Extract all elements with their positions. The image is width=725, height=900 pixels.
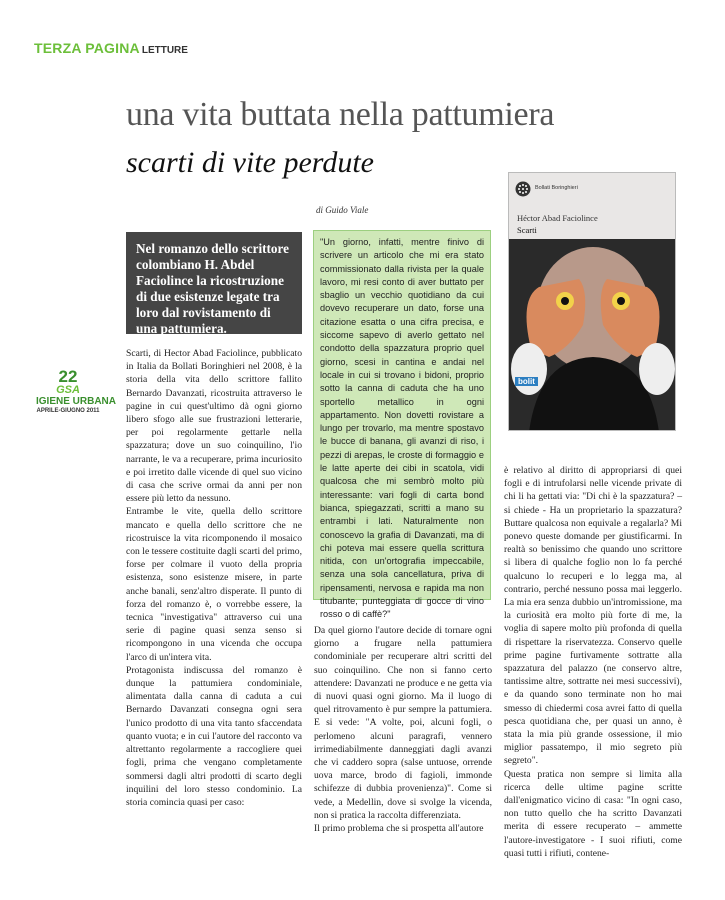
book-title: Scarti <box>517 225 537 235</box>
article-subtitle: scarti di vite perdute <box>126 146 374 179</box>
section-header <box>34 40 188 58</box>
paragraph: Questa pratica non sempre si limita alla ricerca delle ultime pagine scritte dall'enigmatico vicino di casa: "In ogni caso, non tutto quello che ha scritto Davanzati merita di essere recuperato – ammette l'autore-investigatore - I suoi rifiuti, come quasi tutti i rifiuti, contene- <box>504 768 682 859</box>
publisher-logo-icon <box>515 181 531 197</box>
paragraph: Il primo problema che si prospetta all'autore <box>314 823 484 835</box>
book-cover <box>508 172 676 431</box>
column-b <box>314 624 492 835</box>
issue-date: APRILE-GIUGNO 2011 <box>36 408 100 414</box>
lead-box: Nel romanzo dello scrittore colombiano H. Abdel Faciolince la ricostruzione di due esistenze legate tra loro dal rovistamento di una pattumiera. <box>126 232 302 334</box>
paragraph: Scarti, di Hector Abad Faciolince, pubblicato in Italia da Bollati Boringhieri nel 2008, è la storia della vita dello scrittore fallito Bernardo Davanzati, ricostruita attraverso le pagine in cui quest'ultimo dà ogni giorno libero sfogo alle sue frustrazioni letterarie, per poi regolarmente gettarle nella spazzatura; dove un suo coinquilino, l'io narrante, le va a recuperare, prima incuriosito e poi irretito dalle vicende di quel suo vicino di casa che scrive ormai da anni per non essere più letto da nessuno. <box>126 348 302 505</box>
magazine-name: IGIENE URBANA <box>36 396 117 407</box>
cover-photo <box>509 239 676 431</box>
quote-box: "Un giorno, infatti, mentre finivo di scrivere un articolo che mi era stato commissionato dalla rivista per la quale lavoro, mi resi conto di aver buttato per sbaglio un vecchio quotidiano da cui dovevo recuperare un dato, forse una citazione esatta o una cifra precisa, e siccome sapevo di averlo gettato nel condotto della spazzatura proprio quel giorno, scesi in cantina e andai nel locale in cui si trovano i bidoni, proprio sotto la canna di caduta che ha uno sportello metallico in ogni appartamento. Non dovetti rovistare a lungo per trovarlo, ma mentre spostavo le bucce di banana, gli avanzi di riso, i pezzi di arepas, le croste di formaggio e le latte aperte dei cibi in scatola, vidi qualcosa che mi sembrò molto più interessante: vari fogli di carta bond bianca, spiegazzati, scritti a mano su entrambi i lati. Naturalmente non conoscevo la grafia di Davanzati, ma di chi poteva mai essere quella scrittura nitida, con un'ortografia impeccabile, senza una sola cancellatura, priva di ripensamenti, nervosa e rapida ma non titubante, punteggiata di gocce di vino rosso o di caffè?" <box>313 230 491 600</box>
sidebar-masthead <box>36 367 117 415</box>
column-a <box>126 347 302 809</box>
book-publisher: Bollati Boringhieri <box>535 185 578 191</box>
byline: di Guido Viale <box>316 205 369 215</box>
book-author: Héctor Abad Faciolince <box>517 213 598 223</box>
brand-logo: GSA <box>56 384 80 396</box>
page-number: 22 <box>58 367 78 386</box>
paragraph: Entrambe le vite, quella dello scrittore mancato e quella dello scrittore che ne ricostruisce la vita ricomponendo il mosaico con le tessere costituite dagli scarti del primo, forse per colmare il vuoto della propria esistenza, sono esistenze misere, in parte anche banali, senz'altro disperate. Il punto di forza del romanzo è, o vorrebbe essere, la tecnica "investigativa" attraverso cui una serie di pagine quasi senza senso si ricompongono in una vicenda che occupa l'arco di un'intera vita. <box>126 506 302 663</box>
paragraph: è relativo al diritto di appropriarsi di quei fogli e di intrufolarsi nelle vicende private di chi li ha gettati via: "Di chi è la spazzatura? – si chiede - Ha un proprietario la spazzatura? Buttare qualcosa non equivale a regalarla? Mi ponevo queste domande per giustificarmi. In realtà so benissimo che quando uno scrittore si libera di qualche foglio non lo fa perché qualcuno lo recuperi e lo legga ma, al contrario, perché nessuno possa mai leggerlo. La mia era senza dubbio un'intromissione, ma la curiosità era molto più forte di me, la voglia di sapere molto più profonda di quella di rispettare la riservatezza. Conservo quelle prime pagine furtivamente sottratte alla spazzatura del palazzo (ne conservo altre, tantissime altre, sottratte nei mesi successivi), e da quando sono terminate non ho mai smesso di chiedermi cosa avrei fatto di quella pesca quotidiana che, per quasi un anno, è stata la mia più grande ossessione, il mio miglior passatempo, il mio segreto più segreto". <box>504 465 682 767</box>
paragraph: Da quel giorno l'autore decide di tornare ogni giorno a frugare nella pattumiera condominiale per recuperare altri scritti del suo coinquilino. Che non si fanno certo attendere: Davanzati ne produce e ne getta via di nuovi quasi ogni giorno. Ma il luogo di quel ritrovamento è pur sempre la pattumiera. E si vede: "A volte, poi, alcuni fogli, o perlomeno alcuni paragrafi, vennero irrimediabilmente danneggiati dagli avanzi che vi caddero sopra (salse untuose, orrende uova marce, brodo di fagioli, immonde schifezze di dubbia provenienza)". Come si vede, a Medellin, dove si svolge la vicenda, non si pratica la raccolta differenziata. <box>314 625 492 821</box>
paragraph: Protagonista indiscussa del romanzo è dunque la pattumiera condominiale, alimentata dalla canna di caduta a cui Bernardo Davanzati consegna ogni sera l'unico prodotto di una vita tanto sfaccendata quanto vuota; e in cui l'autore del racconto va altrettanto regolarmente a raccogliere quei fogli, prima che vengano completamente sommersi dagli altri prodotti di scarto degli inquilini del loro stesso condominio. La storia comincia quasi per caso: <box>126 664 302 808</box>
series-badge: bolit <box>515 377 538 386</box>
section-name: TERZA PAGINA <box>34 40 140 56</box>
section-subname: LETTURE <box>141 45 188 56</box>
column-c <box>504 464 682 860</box>
article-title: una vita buttata nella pattumiera <box>126 96 555 133</box>
